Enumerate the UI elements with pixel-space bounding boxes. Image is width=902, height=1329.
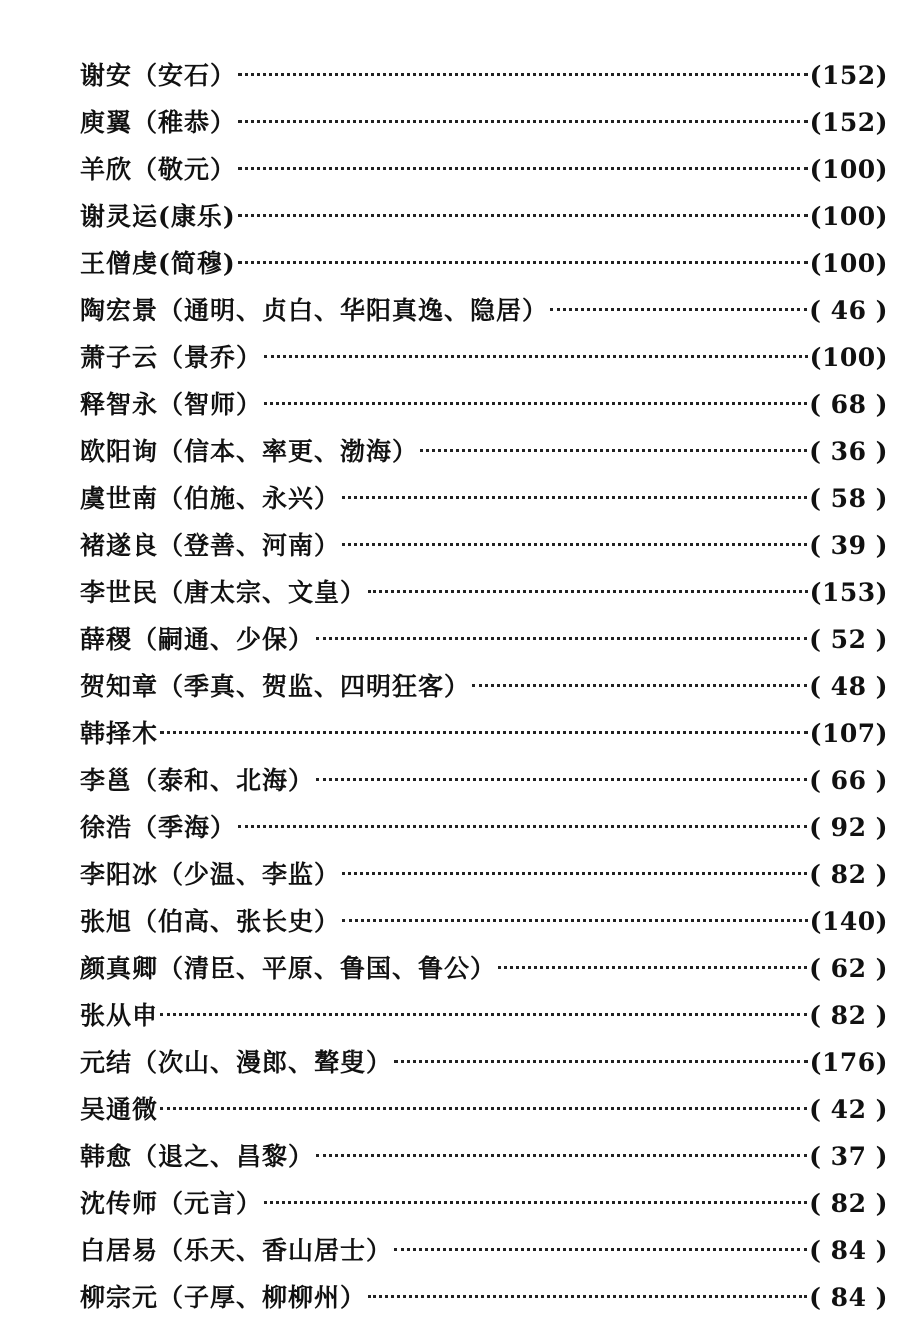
dot-leader xyxy=(368,1295,807,1298)
entry-name: 羊欣（敬元） xyxy=(80,155,237,184)
entry-name: 李世民（唐太宗、文皇） xyxy=(80,578,367,607)
list-item xyxy=(80,52,888,99)
entry-name: 韩愈（退之、昌黎） xyxy=(80,1142,315,1171)
entry-name: 欧阳询（信本、率更、渤海） xyxy=(80,437,419,466)
entry-page-number: ( 82 ) xyxy=(809,860,888,889)
list-item xyxy=(80,992,888,1039)
dot-leader xyxy=(316,1154,807,1157)
dot-leader xyxy=(316,637,807,640)
dot-leader xyxy=(160,731,808,734)
entry-page-number: (107) xyxy=(809,719,888,748)
entry-name: 释智永（智师） xyxy=(80,390,263,419)
dot-leader xyxy=(160,1013,807,1016)
entry-page-number: ( 48 ) xyxy=(809,672,888,701)
dot-leader xyxy=(550,308,807,311)
dot-leader xyxy=(342,872,807,875)
entry-name: 韩择木 xyxy=(80,719,159,748)
dot-leader xyxy=(264,1201,807,1204)
entry-name: 庾翼（稚恭） xyxy=(80,108,237,137)
dot-leader xyxy=(498,966,807,969)
dot-leader xyxy=(238,214,808,217)
entry-page-number: ( 36 ) xyxy=(809,437,888,466)
list-item xyxy=(80,146,888,193)
list-item xyxy=(80,99,888,146)
dot-leader xyxy=(238,167,808,170)
entry-name: 褚遂良（登善、河南） xyxy=(80,531,341,560)
entry-name: 贺知章（季真、贺监、四明狂客） xyxy=(80,672,471,701)
entry-name: 谢安（安石） xyxy=(80,61,237,90)
entry-page-number: ( 92 ) xyxy=(809,813,888,842)
list-item xyxy=(80,475,888,522)
list-item xyxy=(80,193,888,240)
entry-page-number: (100) xyxy=(809,155,888,184)
entry-name: 柳宗元（子厚、柳柳州） xyxy=(80,1283,367,1312)
list-item xyxy=(80,1180,888,1227)
list-item xyxy=(80,663,888,710)
dot-leader xyxy=(238,73,808,76)
dot-leader xyxy=(160,1107,807,1110)
entry-name: 张从申 xyxy=(80,1001,159,1030)
dot-leader xyxy=(342,543,807,546)
entry-page-number: (100) xyxy=(809,249,888,278)
entry-name: 虞世南（伯施、永兴） xyxy=(80,484,341,513)
entry-name: 白居易（乐天、香山居士） xyxy=(80,1236,393,1265)
entry-page-number: (152) xyxy=(809,61,888,90)
entry-name: 李邕（泰和、北海） xyxy=(80,766,315,795)
list-item xyxy=(80,240,888,287)
entry-name: 王僧虔(简穆) xyxy=(80,249,236,278)
list-item xyxy=(80,804,888,851)
entry-page-number: (176) xyxy=(809,1048,888,1077)
entry-page-number: ( 84 ) xyxy=(809,1236,888,1265)
list-item xyxy=(80,428,888,475)
entry-page-number: ( 84 ) xyxy=(809,1283,888,1312)
entry-page-number: ( 58 ) xyxy=(809,484,888,513)
entry-name: 元结（次山、漫郎、聱叟） xyxy=(80,1048,393,1077)
entry-name: 吴通微 xyxy=(80,1095,159,1124)
entry-name: 沈传师（元言） xyxy=(80,1189,263,1218)
entry-page-number: (100) xyxy=(809,202,888,231)
dot-leader xyxy=(264,402,807,405)
dot-leader xyxy=(368,590,808,593)
list-item xyxy=(80,334,888,381)
entry-page-number: ( 39 ) xyxy=(809,531,888,560)
dot-leader xyxy=(342,919,808,922)
entry-name: 陶宏景（通明、贞白、华阳真逸、隐居） xyxy=(80,296,549,325)
dot-leader xyxy=(238,120,808,123)
entry-name: 萧子云（景乔） xyxy=(80,343,263,372)
list-item xyxy=(80,1039,888,1086)
list-item xyxy=(80,616,888,663)
list-item xyxy=(80,1274,888,1321)
calligrapher-index-list xyxy=(80,52,888,1321)
entry-name: 薛稷（嗣通、少保） xyxy=(80,625,315,654)
list-item xyxy=(80,569,888,616)
entry-name: 张旭（伯高、张长史） xyxy=(80,907,341,936)
list-item xyxy=(80,1086,888,1133)
entry-page-number: (100) xyxy=(809,343,888,372)
entry-page-number: (140) xyxy=(809,907,888,936)
entry-page-number: ( 37 ) xyxy=(809,1142,888,1171)
dot-leader xyxy=(472,684,807,687)
entry-page-number: ( 46 ) xyxy=(809,296,888,325)
dot-leader xyxy=(264,355,808,358)
entry-page-number: ( 42 ) xyxy=(809,1095,888,1124)
entry-page-number: (152) xyxy=(809,108,888,137)
dot-leader xyxy=(316,778,807,781)
entry-name: 谢灵运(康乐) xyxy=(80,202,236,231)
entry-name: 李阳冰（少温、李监） xyxy=(80,860,341,889)
list-item xyxy=(80,945,888,992)
dot-leader xyxy=(342,496,807,499)
entry-page-number: ( 82 ) xyxy=(809,1001,888,1030)
dot-leader xyxy=(420,449,807,452)
entry-page-number: ( 52 ) xyxy=(809,625,888,654)
list-item xyxy=(80,1133,888,1180)
entry-page-number: ( 66 ) xyxy=(809,766,888,795)
dot-leader xyxy=(394,1060,808,1063)
list-item xyxy=(80,898,888,945)
entry-page-number: ( 62 ) xyxy=(809,954,888,983)
dot-leader xyxy=(238,261,808,264)
entry-page-number: (153) xyxy=(809,578,888,607)
entry-page-number: ( 82 ) xyxy=(809,1189,888,1218)
entry-page-number: ( 68 ) xyxy=(809,390,888,419)
list-item xyxy=(80,287,888,334)
entry-name: 徐浩（季海） xyxy=(80,813,237,842)
list-item xyxy=(80,381,888,428)
dot-leader xyxy=(394,1248,807,1251)
list-item xyxy=(80,757,888,804)
dot-leader xyxy=(238,825,807,828)
list-item xyxy=(80,522,888,569)
list-item xyxy=(80,710,888,757)
list-item xyxy=(80,1227,888,1274)
list-item xyxy=(80,851,888,898)
entry-name: 颜真卿（清臣、平原、鲁国、鲁公） xyxy=(80,954,497,983)
